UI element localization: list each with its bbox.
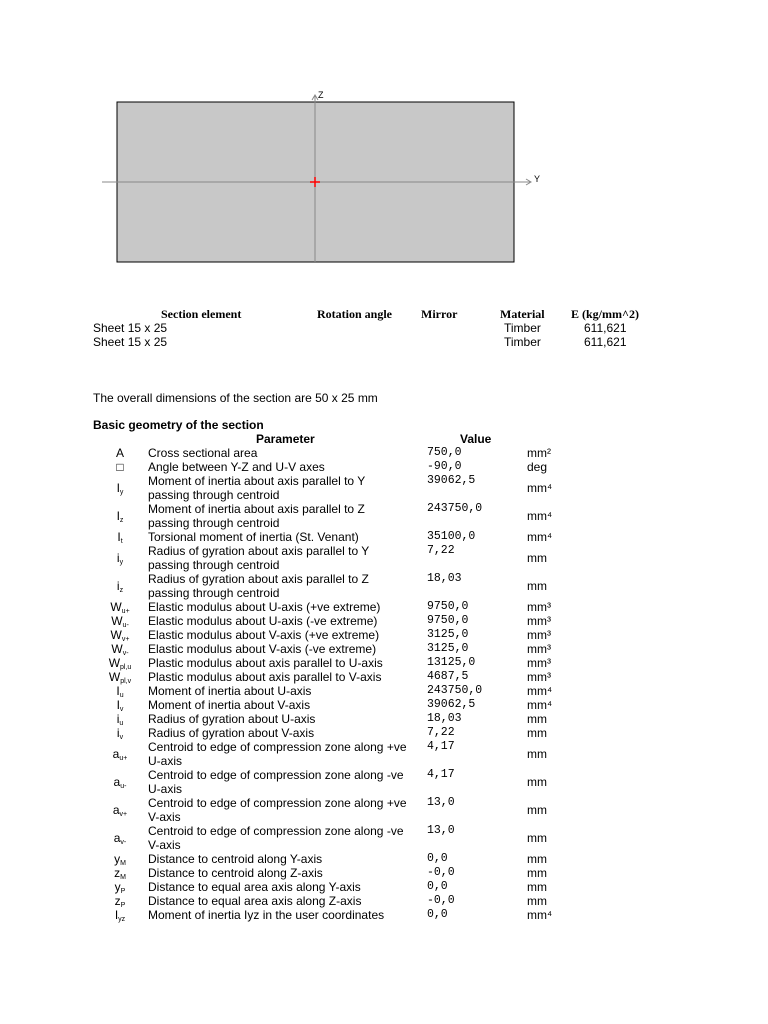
row-unit: mm³ xyxy=(527,670,551,684)
row-value: -90,0 xyxy=(427,460,462,473)
row-parameter: Distance to equal area axis along Z-axis xyxy=(148,894,362,908)
row-unit: mm⁴ xyxy=(527,481,553,495)
row-unit: mm⁴ xyxy=(527,698,553,712)
row-parameter: Centroid to edge of compression zone along +ve U-axis xyxy=(148,740,407,768)
dimensions-summary: The overall dimensions of the section are 50 x 25 mm xyxy=(93,391,378,405)
row-unit: mm xyxy=(527,551,547,565)
row-unit: mm³ xyxy=(527,642,551,656)
row-parameter: Elastic modulus about V-axis (+ve extreme) xyxy=(148,628,380,642)
row-unit: mm² xyxy=(527,446,551,460)
row-symbol: $i_v$ xyxy=(116,726,124,741)
row-unit: mm xyxy=(527,747,547,761)
row-symbol: $I_{yz}$ xyxy=(114,908,126,923)
row-unit: mm xyxy=(527,866,547,880)
row-value: 18,03 xyxy=(427,572,462,585)
row-parameter: Plastic modulus about axis parallel to V-axis xyxy=(148,670,382,684)
row-value: 7,22 xyxy=(427,726,455,739)
geometry-header-parameter: Parameter xyxy=(256,432,315,446)
element-e: 611,621 xyxy=(584,321,627,335)
row-parameter: Angle between Y-Z and U-V axes xyxy=(148,460,325,474)
row-unit: mm xyxy=(527,831,547,845)
row-unit: mm⁴ xyxy=(527,530,553,544)
geometry-header-value: Value xyxy=(460,432,492,446)
row-value: 13125,0 xyxy=(427,656,476,669)
row-parameter: Centroid to edge of compression zone along -ve U-axis xyxy=(148,768,404,796)
element-name: Sheet 15 x 25 xyxy=(93,335,168,349)
row-unit: mm³ xyxy=(527,600,551,614)
row-symbol: $W_{pl,v}$ xyxy=(108,670,132,685)
section-drawing xyxy=(0,0,768,280)
row-symbol: $y_P$ xyxy=(114,880,126,895)
row-symbol: $a_{v-}$ xyxy=(113,831,127,846)
row-parameter: Elastic modulus about U-axis (-ve extreme) xyxy=(148,614,378,628)
row-parameter: Radius of gyration about V-axis xyxy=(148,726,315,740)
row-symbol: $i_y$ xyxy=(116,551,124,566)
y-axis-label: Y xyxy=(534,174,541,184)
header-material: Material xyxy=(500,307,545,321)
row-value: -0,0 xyxy=(427,894,455,907)
header-e-modulus: E (kg/mm^2) xyxy=(571,307,639,321)
row-value: 35100,0 xyxy=(427,530,476,543)
row-unit: mm xyxy=(527,852,547,866)
row-unit: mm xyxy=(527,803,547,817)
row-unit: mm⁴ xyxy=(527,908,553,922)
element-material: Timber xyxy=(504,321,541,335)
row-symbol: $I_u$ xyxy=(116,684,124,699)
element-name: Sheet 15 x 25 xyxy=(93,321,168,335)
row-parameter: Elastic modulus about V-axis (-ve extreme) xyxy=(148,642,377,656)
row-value: 243750,0 xyxy=(427,502,483,515)
row-value: 13,0 xyxy=(427,796,455,809)
row-unit: mm³ xyxy=(527,656,551,670)
row-parameter: Moment of inertia about axis parallel to Z passing through centroid xyxy=(148,502,365,530)
row-symbol: $W_{u+}$ xyxy=(110,600,130,615)
element-material: Timber xyxy=(504,335,541,349)
row-value: 243750,0 xyxy=(427,684,483,697)
row-parameter: Distance to centroid along Y-axis xyxy=(148,852,323,866)
row-symbol: $a_{u-}$ xyxy=(113,775,127,790)
row-value: 18,03 xyxy=(427,712,462,725)
row-unit: deg xyxy=(527,460,548,474)
row-unit: mm xyxy=(527,894,547,908)
row-symbol: $W_{u-}$ xyxy=(111,614,129,629)
row-unit: mm⁴ xyxy=(527,684,553,698)
row-parameter: Moment of inertia about axis parallel to Y passing through centroid xyxy=(148,474,366,502)
row-parameter: Moment of inertia Iyz in the user coordinates xyxy=(148,908,385,922)
row-parameter: Elastic modulus about U-axis (+ve extreme) xyxy=(148,600,381,614)
geometry-title: Basic geometry of the section xyxy=(93,418,264,432)
row-parameter: Centroid to edge of compression zone along -ve V-axis xyxy=(148,824,404,852)
row-symbol: $I_y$ xyxy=(116,481,124,496)
row-value: 0,0 xyxy=(427,880,448,893)
row-value: -0,0 xyxy=(427,866,455,879)
row-value: 39062,5 xyxy=(427,474,476,487)
row-value: 3125,0 xyxy=(427,628,469,641)
row-value: 0,0 xyxy=(427,852,448,865)
row-value: 4,17 xyxy=(427,768,455,781)
row-unit: mm xyxy=(527,775,547,789)
row-value: 13,0 xyxy=(427,824,455,837)
row-unit: mm⁴ xyxy=(527,509,553,523)
row-symbol: $I_v$ xyxy=(116,698,124,713)
row-symbol: $i_u$ xyxy=(116,712,124,727)
row-symbol: □ xyxy=(116,460,124,474)
row-unit: mm³ xyxy=(527,614,551,628)
row-parameter: Distance to centroid along Z-axis xyxy=(148,866,323,880)
row-symbol: A xyxy=(115,446,124,460)
row-value: 9750,0 xyxy=(427,614,469,627)
row-symbol: $y_M$ xyxy=(114,852,126,867)
row-symbol: $W_{v+}$ xyxy=(110,628,130,643)
row-value: 9750,0 xyxy=(427,600,469,613)
z-axis-label: Z xyxy=(318,90,324,100)
row-parameter: Radius of gyration about axis parallel to Y passing through centroid xyxy=(148,544,370,572)
row-symbol: $a_{u+}$ xyxy=(112,747,128,762)
row-value: 39062,5 xyxy=(427,698,476,711)
row-unit: mm xyxy=(527,880,547,894)
row-symbol: $z_M$ xyxy=(114,866,126,881)
row-parameter: Moment of inertia about U-axis xyxy=(148,684,312,698)
row-symbol: $z_P$ xyxy=(114,894,126,909)
header-section-element: Section element xyxy=(161,307,242,321)
header-rotation-angle: Rotation angle xyxy=(317,307,392,321)
row-symbol: $I_t$ xyxy=(117,530,123,545)
row-parameter: Centroid to edge of compression zone along +ve V-axis xyxy=(148,796,407,824)
row-parameter: Plastic modulus about axis parallel to U-axis xyxy=(148,656,383,670)
row-symbol: $a_{v+}$ xyxy=(112,803,128,818)
row-symbol: $W_{pl,u}$ xyxy=(108,656,132,671)
row-parameter: Cross sectional area xyxy=(148,446,258,460)
row-value: 4687,5 xyxy=(427,670,469,683)
row-value: 750,0 xyxy=(427,446,462,459)
row-unit: mm xyxy=(527,579,547,593)
element-e: 611,621 xyxy=(584,335,627,349)
row-value: 3125,0 xyxy=(427,642,469,655)
row-unit: mm xyxy=(527,712,547,726)
header-mirror: Mirror xyxy=(421,307,458,321)
row-parameter: Distance to equal area axis along Y-axis xyxy=(148,880,361,894)
row-value: 0,0 xyxy=(427,908,448,921)
row-symbol: $i_z$ xyxy=(116,579,124,594)
row-parameter: Torsional moment of inertia (St. Venant) xyxy=(148,530,359,544)
row-unit: mm³ xyxy=(527,628,551,642)
row-parameter: Moment of inertia about V-axis xyxy=(148,698,311,712)
row-symbol: $I_z$ xyxy=(116,509,124,524)
row-value: 7,22 xyxy=(427,544,455,557)
row-symbol: $W_{v-}$ xyxy=(111,642,129,657)
row-parameter: Radius of gyration about U-axis xyxy=(148,712,316,726)
row-value: 4,17 xyxy=(427,740,455,753)
row-unit: mm xyxy=(527,726,547,740)
row-parameter: Radius of gyration about axis parallel to Z passing through centroid xyxy=(148,572,369,600)
